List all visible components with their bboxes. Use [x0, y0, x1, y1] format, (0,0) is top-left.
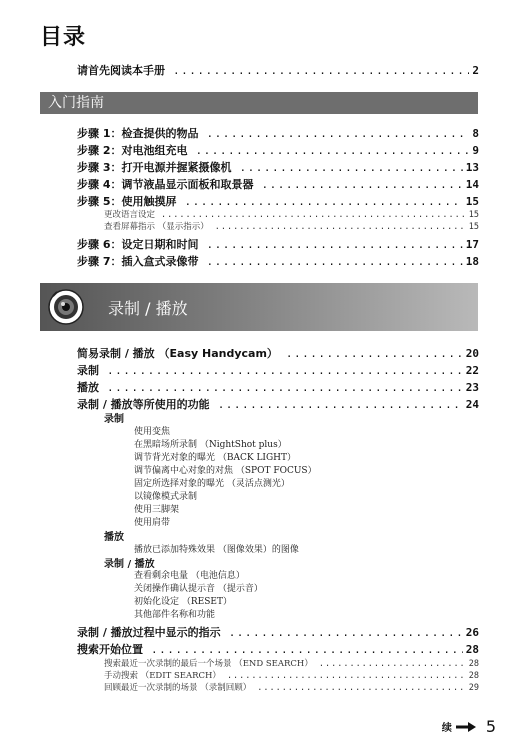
toc-entry[interactable]: [77, 236, 479, 252]
group-label-recording: 录制: [104, 414, 124, 425]
toc-entry-label: 录制 / 播放过程中显示的指示: [77, 626, 221, 639]
toc-subentry[interactable]: [104, 657, 479, 669]
toc-item[interactable]: 固定所选择对象的曝光 （灵活点测光）: [134, 479, 290, 489]
toc-item[interactable]: 初始化设定 （RESET）: [134, 597, 232, 607]
group-label-playback: 播放: [104, 532, 124, 543]
toc-entry-label: 步骤 2：对电池组充电: [77, 144, 188, 157]
toc-entry-page: 28: [468, 671, 479, 681]
toc-item[interactable]: 调节偏离中心对象的对焦 （SPOT FOCUS）: [134, 466, 317, 476]
toc-item[interactable]: 其他部件名称和功能: [134, 610, 216, 620]
right-arrow-icon: [456, 722, 476, 732]
toc-subentry[interactable]: [104, 669, 479, 681]
dot-leader: [286, 347, 463, 360]
toc-entry-label: 请首先阅读本手册: [77, 64, 165, 77]
dot-leader: [261, 178, 462, 191]
toc-entry[interactable]: [77, 379, 479, 395]
toc-entry-page: 18: [465, 255, 479, 268]
dot-leader: [319, 659, 466, 669]
toc-entry-page: 9: [472, 144, 479, 157]
toc-entry-page: 14: [465, 178, 479, 191]
page-title: 目录: [40, 25, 87, 50]
dot-leader: [227, 671, 466, 681]
toc-entry-label: 手动搜索 （EDIT SEARCH）: [104, 671, 221, 681]
toc-entry-page: 28: [468, 659, 479, 669]
toc-entry-label: 播放: [77, 381, 99, 394]
toc-entry-label: 步骤 1：检查提供的物品: [77, 127, 199, 140]
dot-leader: [218, 398, 463, 411]
toc-item[interactable]: 在黑暗场所录制 （NightShot plus）: [134, 440, 287, 450]
toc-item[interactable]: 关闭操作确认提示音 （提示音）: [134, 584, 263, 594]
toc-entry-page: 15: [468, 222, 479, 232]
toc-entry-page: 15: [465, 195, 479, 208]
toc-subentry[interactable]: [104, 208, 479, 220]
toc-entry-label: 搜索最近一次录制的最后一个场景 （END SEARCH）: [104, 659, 313, 669]
dot-leader: [161, 210, 466, 220]
toc-entry-label: 步骤 3：打开电源并握紧摄像机: [77, 161, 232, 174]
dot-leader: [173, 64, 469, 77]
toc-entry[interactable]: [77, 396, 479, 412]
toc-entry-page: 29: [468, 683, 479, 693]
toc-entry-page: 23: [465, 381, 479, 394]
toc-entry[interactable]: [77, 624, 479, 640]
page-number: 5: [485, 717, 496, 736]
dot-leader: [184, 195, 462, 208]
toc-entry-page: 15: [468, 210, 479, 220]
toc-item[interactable]: 使用三脚架: [134, 505, 180, 515]
toc-entry-label: 查看屏幕指示 （显示指示）: [104, 222, 209, 232]
toc-item[interactable]: 使用肩带: [134, 518, 171, 528]
dot-leader: [257, 683, 466, 693]
dot-leader: [215, 222, 466, 232]
section-title: 录制 / 播放: [108, 299, 188, 318]
toc-entry-label: 回顾最近一次录制的场景 （录制回顾）: [104, 683, 252, 693]
toc-entry-label: 步骤 7：插入盒式录像带: [77, 255, 199, 268]
toc-entry-label: 更改语言设定: [104, 210, 156, 220]
toc-entry-read-first[interactable]: [77, 62, 479, 78]
toc-item[interactable]: 使用变焦: [134, 427, 171, 437]
toc-entry-page: 24: [465, 398, 479, 411]
toc-entry-page: 17: [465, 238, 479, 251]
dot-leader: [151, 643, 463, 656]
section-header-record-playback: [40, 283, 478, 331]
toc-entry-label: 搜索开始位置: [77, 643, 143, 656]
toc-entry[interactable]: [77, 345, 479, 361]
toc-entry-label: 步骤 4：调节液晶显示面板和取景器: [77, 178, 254, 191]
toc-entry[interactable]: [77, 193, 479, 209]
dot-leader: [206, 255, 462, 268]
toc-item[interactable]: 播放已添加特殊效果 （图像效果）的图像: [134, 545, 299, 555]
dot-leader: [229, 626, 463, 639]
toc-entry-page: 13: [465, 161, 479, 174]
toc-entry[interactable]: [77, 159, 479, 175]
dot-leader: [206, 127, 469, 140]
toc-entry-label: 步骤 5：使用触摸屏: [77, 195, 177, 208]
toc-entry[interactable]: [77, 125, 479, 141]
toc-entry-page: 22: [465, 364, 479, 377]
toc-entry[interactable]: [77, 176, 479, 192]
dot-leader: [107, 381, 463, 394]
dot-leader: [195, 144, 469, 157]
toc-subentry[interactable]: [104, 681, 479, 693]
toc-entry[interactable]: [77, 362, 479, 378]
toc-entry-label: 简易录制 / 播放 （Easy Handycam）: [77, 347, 278, 360]
toc-entry-page: 28: [465, 643, 479, 656]
page-footer: [442, 717, 496, 736]
toc-subentry[interactable]: [104, 220, 479, 232]
toc-entry-page: 8: [472, 127, 479, 140]
toc-entry-page: 2: [472, 64, 479, 77]
toc-entry-page: 26: [465, 626, 479, 639]
continued-label: 续: [441, 723, 452, 734]
toc-entry[interactable]: [77, 641, 479, 657]
dot-leader: [107, 364, 463, 377]
toc-item[interactable]: 调节背光对象的曝光 （BACK LIGHT）: [134, 453, 297, 463]
dot-leader: [206, 238, 462, 251]
camera-lens-icon: [47, 288, 85, 326]
dot-leader: [239, 161, 462, 174]
toc-item[interactable]: 查看剩余电量 （电池信息）: [134, 571, 245, 581]
toc-item[interactable]: 以镜像模式录制: [134, 492, 198, 502]
toc-entry-label: 步骤 6：设定日期和时间: [77, 238, 199, 251]
toc-entry-label: 录制: [77, 364, 99, 377]
toc-entry[interactable]: [77, 142, 479, 158]
toc-entry-label: 录制 / 播放等所使用的功能: [77, 398, 210, 411]
toc-entry-page: 20: [465, 347, 479, 360]
group-label-record-playback: 录制 / 播放: [104, 559, 155, 570]
section-header-getting-started: 入门指南: [40, 92, 478, 114]
toc-entry[interactable]: [77, 253, 479, 269]
